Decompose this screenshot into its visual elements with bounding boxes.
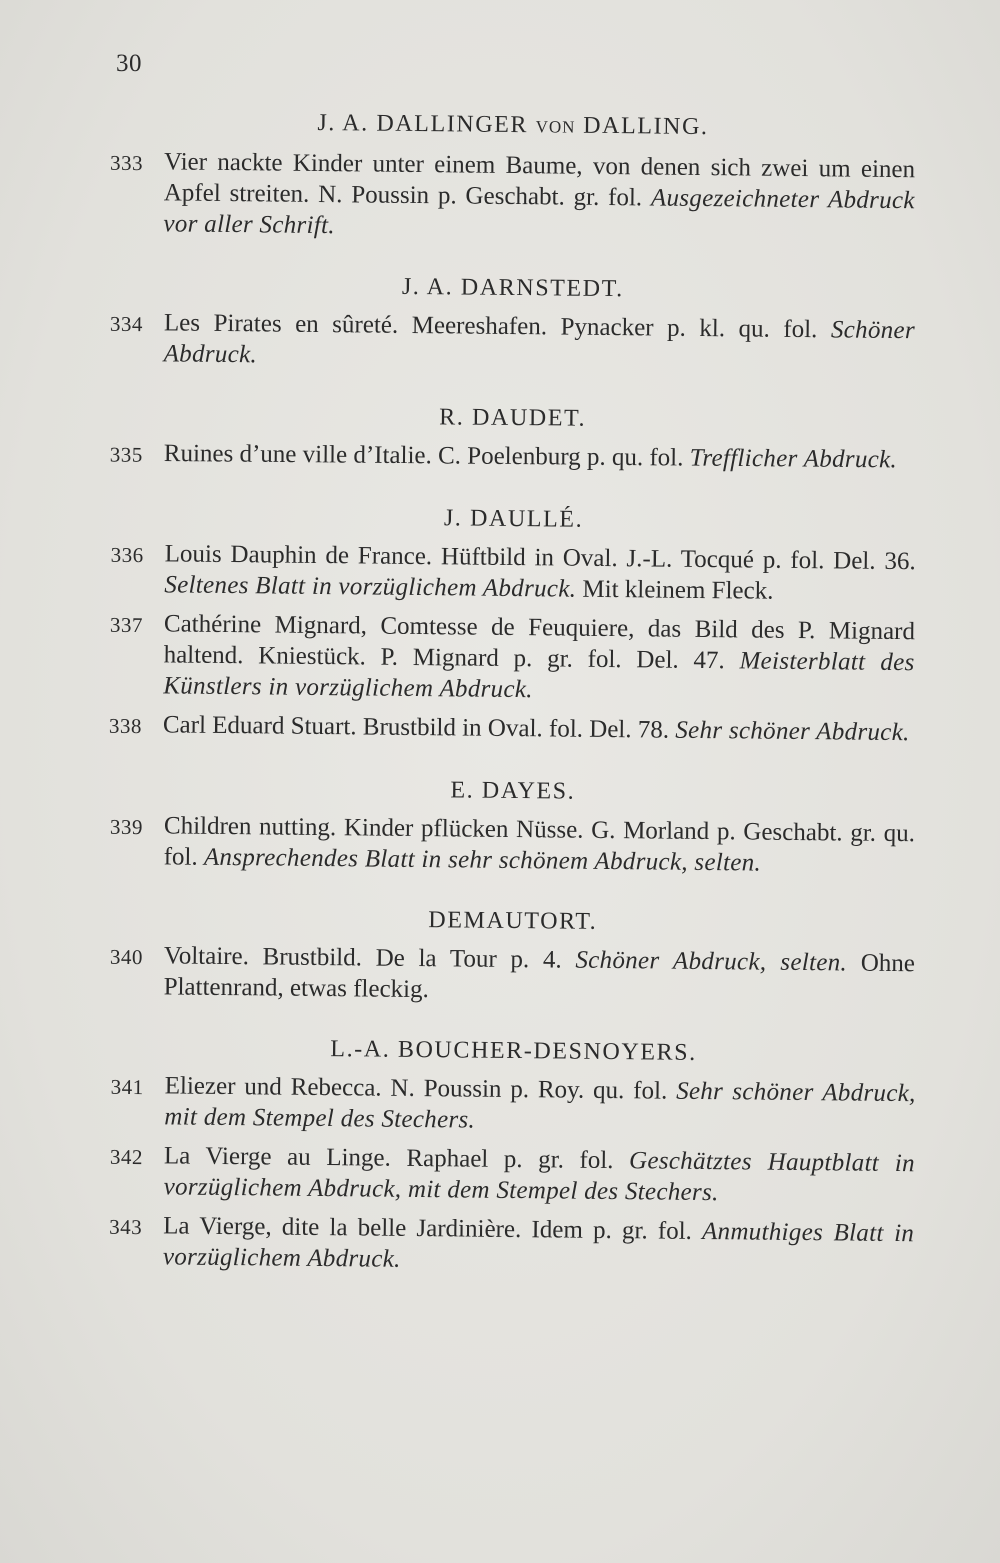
catalog-entry (110, 1070, 916, 1140)
artist-heading (110, 900, 915, 942)
entry-text: Children nutting. Kinder pflücken Nüsse. G. Morland p. Geschabt. gr. qu. fol. (163, 812, 916, 871)
catalog-entry (109, 1210, 915, 1280)
artist-heading (111, 1030, 916, 1072)
entry-number: 335 (109, 442, 143, 467)
artist-name: DEMAUTORT. (428, 907, 598, 935)
artist-section (109, 770, 915, 880)
entry-text: Ruines d’une ville d’Italie. C. Poelenburg p. qu. fol. (163, 439, 684, 472)
entry-number: 338 (108, 713, 143, 739)
artist-name: R. DAUDET. (439, 404, 587, 432)
catalog-entry (110, 437, 915, 477)
entry-description (164, 438, 915, 476)
entry-number: 342 (109, 1144, 144, 1170)
catalog-content (110, 108, 915, 1284)
entry-number: 336 (110, 542, 144, 568)
entry-remark: Ausgezeichneter Abdruck vor aller Schrift. (163, 184, 915, 240)
entry-description (163, 307, 915, 377)
entry-text: Voltaire. Brustbild. De la Tour p. 4. (163, 942, 562, 974)
entry-text: Louis Dauphin de France. Hüftbild in Oval. J.-L. Tocqué p. fol. Del. 36. (164, 540, 916, 576)
entry-number: 340 (109, 944, 144, 970)
entry-remark: Schöner Abdruck. (163, 316, 916, 369)
catalog-entry (109, 709, 914, 750)
artist-name: E. DAYES. (450, 777, 576, 805)
entry-remark: Sehr schöner Abdruck. (675, 716, 910, 747)
catalog-entry (109, 810, 915, 880)
entry-number: 333 (109, 150, 144, 176)
artist-name: J. A. DARNSTEDT. (401, 273, 624, 303)
entry-remark: Schöner Abdruck, selten. (575, 946, 848, 977)
entry-text: Vier nackte Kinder unter einem Baume, von denen sich zwei um einen Apfel streiten. N. Poussin p. Geschabt. gr. fol. (163, 148, 916, 212)
entry-text: Cathérine Mignard, Comtesse de Feuquiere, das Bild des P. Mignard haltend. Kniestück. P. Mignard p. gr. fol. Del. 47. (163, 610, 916, 675)
entry-text: Les Pirates en sûreté. Meereshafen. Pynacker p. kl. qu. fol. (163, 309, 818, 344)
artist-heading (110, 770, 915, 812)
catalog-entry (109, 1140, 915, 1210)
artist-section (109, 1030, 916, 1280)
catalog-entry (110, 538, 916, 608)
entry-number: 343 (109, 1214, 143, 1240)
entry-description (164, 1070, 916, 1140)
entry-remark: Meisterblatt des Künstlers in vorzüglichem Abdruck. (163, 647, 915, 704)
artist-name: J. DAULLÉ. (443, 505, 584, 533)
artist-name-particle: VON (535, 117, 576, 137)
entry-number: 337 (109, 612, 144, 638)
entry-text: La Vierge au Linge. Raphael p. gr. fol. (163, 1142, 614, 1175)
entry-number: 341 (110, 1074, 144, 1100)
entry-number: 334 (109, 311, 144, 337)
catalog-entry (109, 608, 915, 709)
entry-note: Ohne Plattenrand, etwas fleckig. (163, 949, 916, 1004)
entry-remark: Trefflicher Abdruck. (689, 444, 898, 474)
entry-remark: Geschätztes Hauptblatt in vorzüglichem Abdruck, mit dem Stempel des Stechers. (163, 1147, 916, 1207)
entry-description (163, 1140, 915, 1210)
entry-description (163, 709, 914, 748)
entry-description (163, 608, 915, 709)
catalog-entry (109, 940, 915, 1010)
catalog-entry (109, 307, 915, 377)
artist-section (110, 397, 916, 477)
entry-text: Carl Eduard Stuart. Brustbild in Oval. fol. Del. 78. (162, 711, 670, 744)
entry-description (164, 538, 916, 608)
artist-section (109, 267, 915, 377)
artist-name: J. A. DALLINGER (317, 109, 529, 139)
entry-text: Eliezer und Rebecca. N. Poussin p. Roy. qu. fol. (164, 1072, 668, 1105)
entry-text: La Vierge, dite la belle Jardinière. Idem p. gr. fol. (163, 1212, 692, 1245)
catalog-entry (109, 146, 915, 247)
entry-description (163, 1210, 915, 1280)
artist-section (109, 900, 915, 1010)
entry-description (163, 810, 915, 880)
artist-section (109, 104, 915, 247)
entry-number: 339 (109, 814, 144, 840)
artist-heading (110, 267, 915, 309)
artist-name: L.-A. BOUCHER-DESNOYERS. (330, 1036, 697, 1066)
entry-note: Mit kleinem Fleck. (582, 575, 774, 605)
entry-description (163, 940, 915, 1010)
entry-remark: Seltenes Blatt in vorzüglichem Abdruck. (164, 571, 577, 603)
entry-description (163, 146, 915, 247)
artist-section (109, 498, 917, 750)
entry-remark: Anmuthiges Blatt in vorzüglichem Abdruck. (162, 1217, 915, 1273)
artist-name-tail: DALLING. (583, 112, 709, 141)
artist-heading (110, 397, 915, 438)
artist-heading (111, 498, 916, 540)
page-number: 30 (116, 50, 142, 77)
artist-heading (110, 104, 915, 148)
entry-remark: Sehr schöner Abdruck, mit dem Stempel des Stechers. (164, 1077, 916, 1134)
entry-remark: Ansprechendes Blatt in sehr schönem Abdruck, selten. (203, 843, 762, 877)
